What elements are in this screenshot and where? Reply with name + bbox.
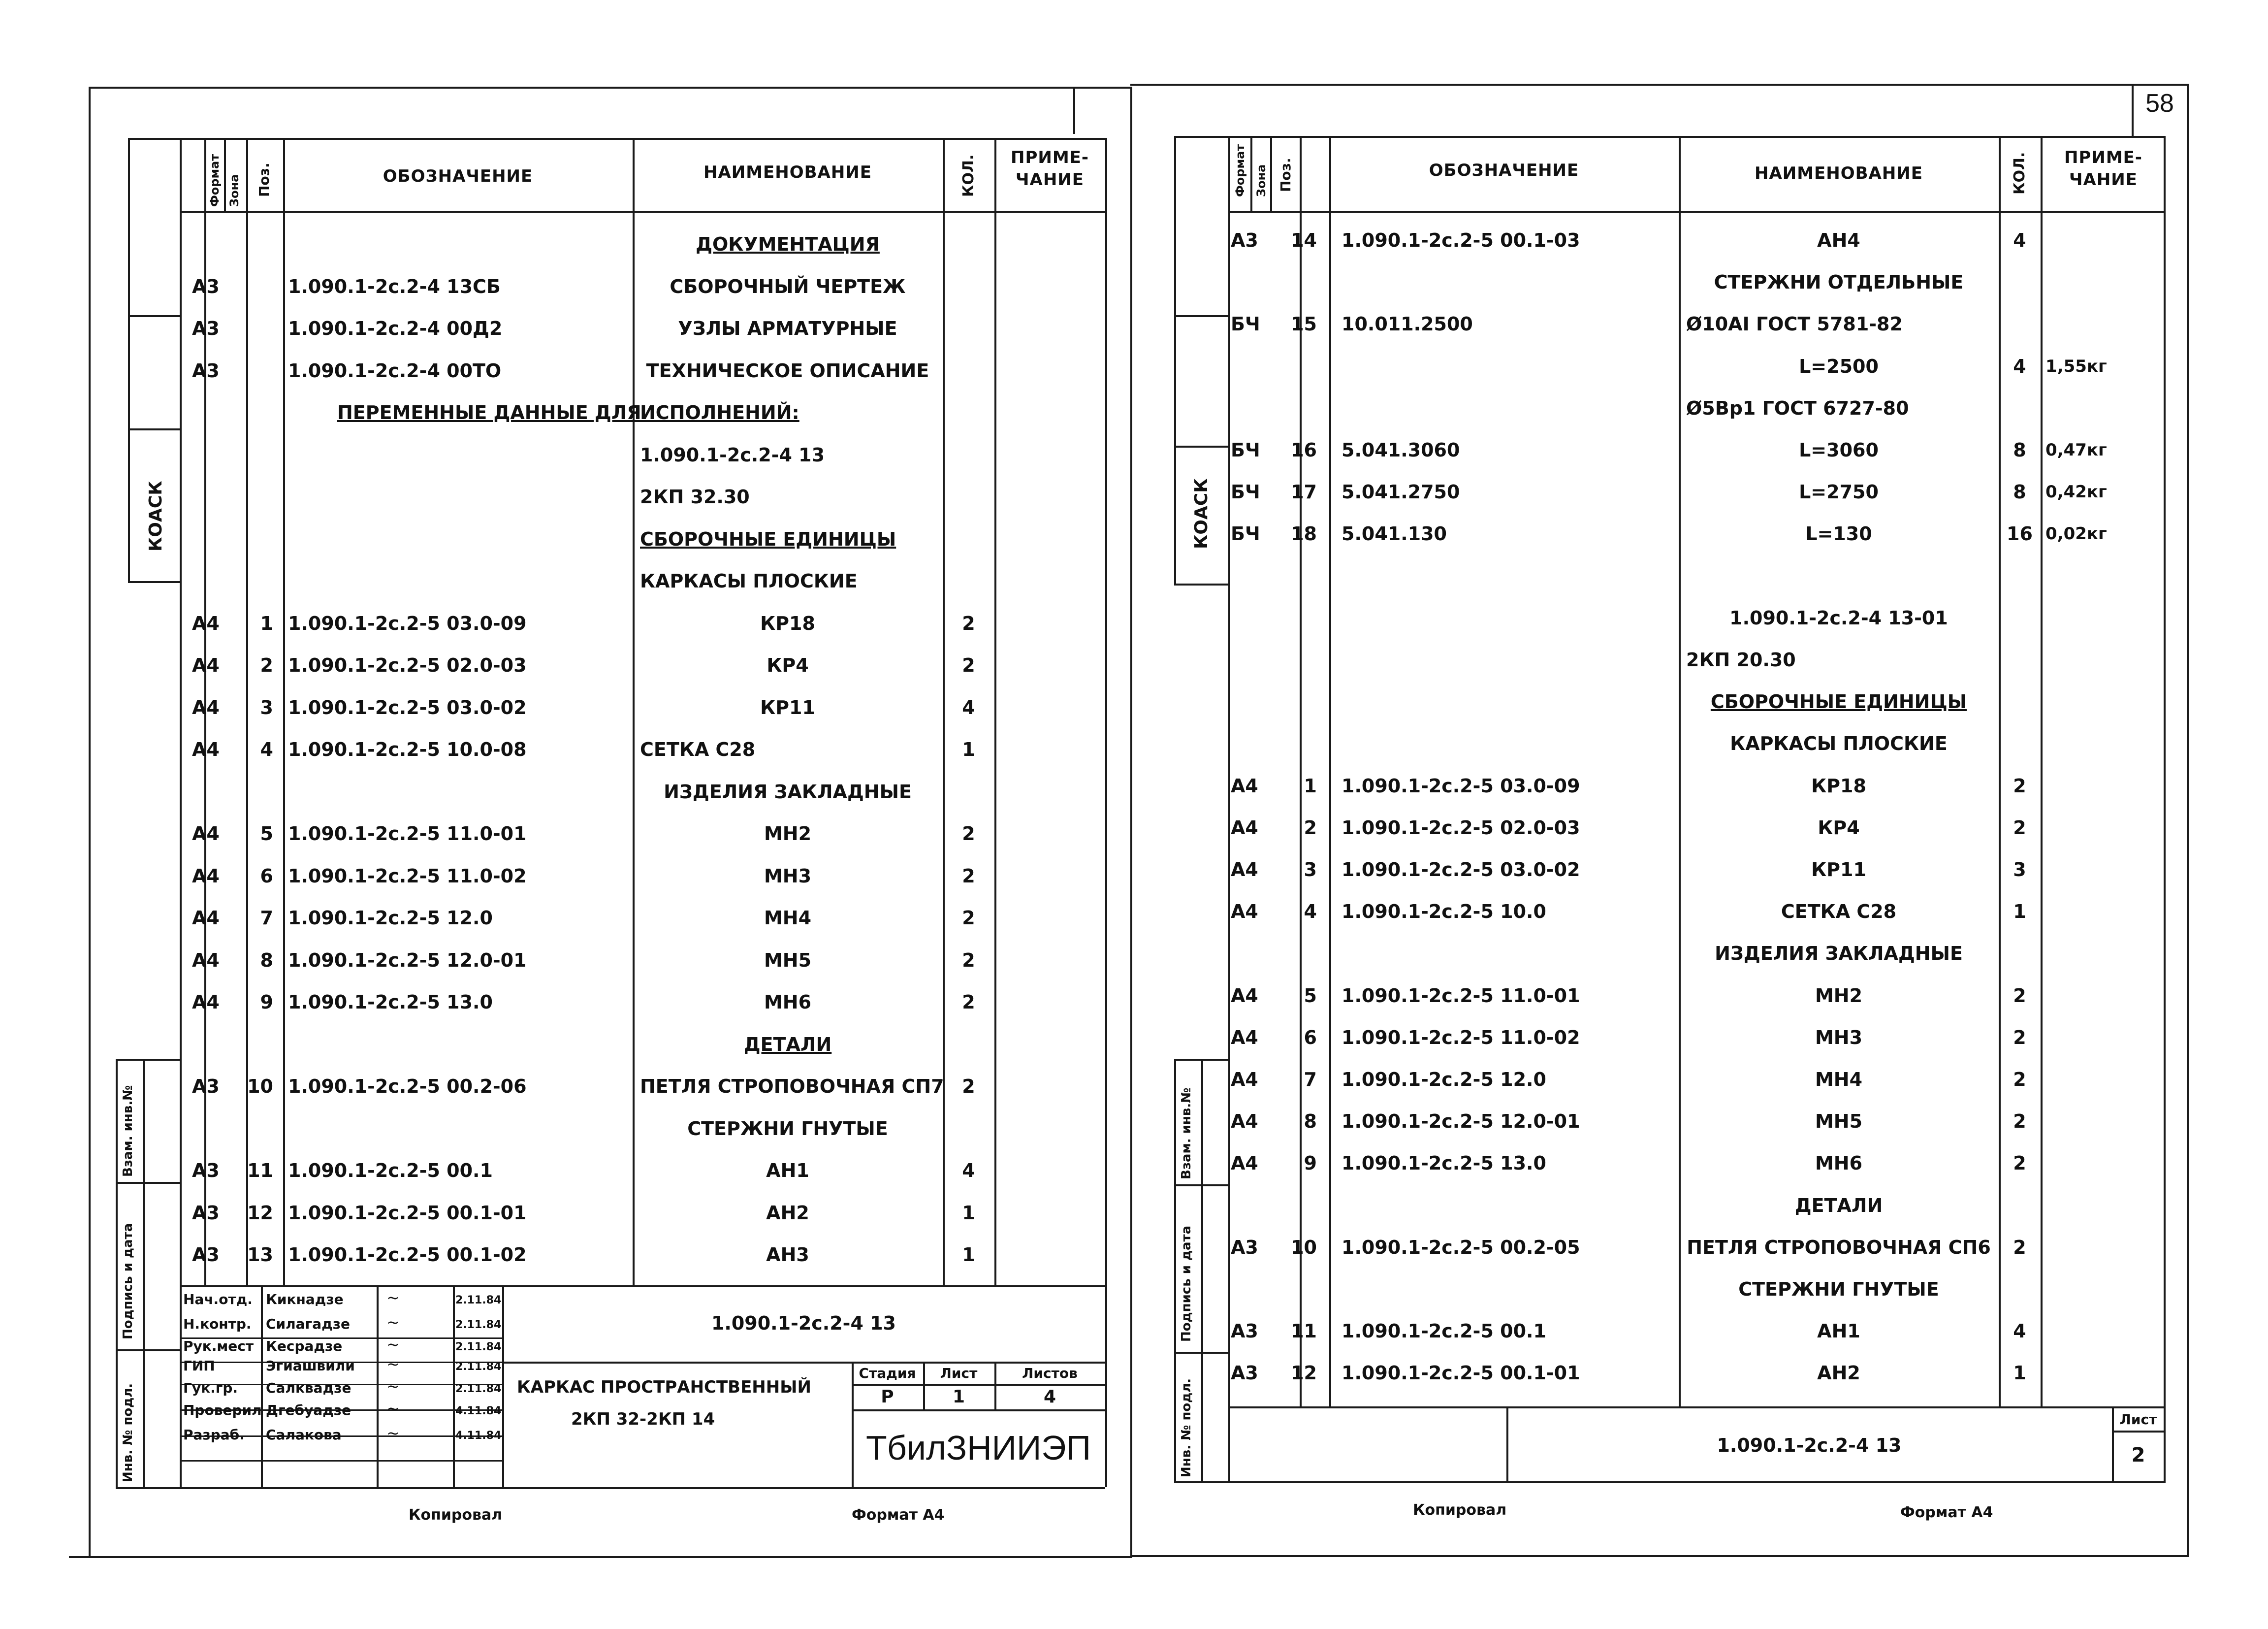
spec-q: 2: [962, 907, 975, 929]
r-tb-sheet-label: Лист: [2119, 1411, 2157, 1428]
spec-d: 5.041.130: [1342, 523, 1447, 545]
r-header-pos: Поз.: [1278, 158, 1294, 192]
spec-n: СБОРОЧНЫЙ ЧЕРТЕЖ: [670, 275, 906, 297]
spec-q: 2: [962, 823, 975, 845]
tb-name: Кесрадзе: [266, 1338, 343, 1354]
spec-n: СТЕРЖНИ ОТДЕЛЬНЫЕ: [1714, 271, 1964, 293]
tb-date: 4.11.84: [455, 1430, 502, 1442]
tb-name: Салквадзе: [266, 1380, 351, 1396]
spec-p: 18: [1291, 523, 1317, 545]
spec-n: СЕТКА С28: [1781, 901, 1897, 923]
spec-d: 1.090.1-2с.2-5 12.0: [1342, 1069, 1546, 1090]
spec-q: 4: [962, 1160, 975, 1181]
spec-n: ДЕТАЛИ: [743, 1033, 832, 1055]
spec-d: 1.090.1-2с.2-5 00.2-06: [288, 1075, 527, 1097]
spec-f: А4: [1231, 859, 1258, 880]
spec-n: 1.090.1-2с.2-4 13: [640, 444, 825, 466]
tb-role: Нач.отд.: [183, 1291, 253, 1307]
spec-p: 8: [260, 949, 273, 971]
spec-q: 2: [2013, 1236, 2026, 1258]
footer-format: Формат А4: [852, 1506, 945, 1524]
r-header-name: НАИМЕНОВАНИЕ: [1754, 163, 1923, 183]
tb-date: 2.11.84: [455, 1383, 502, 1395]
spec-f: А4: [1231, 901, 1258, 923]
spec-p: 13: [247, 1244, 273, 1266]
spec-f: А4: [192, 865, 220, 887]
spec-f: А3: [192, 318, 220, 339]
spec-f: А4: [192, 823, 220, 845]
spec-q: 1: [2013, 1362, 2026, 1384]
spec-d: 1.090.1-2с.2-5 03.0-09: [1342, 775, 1580, 797]
signature-mark: ~: [386, 1355, 400, 1373]
spec-d: 1.090.1-2с.2-5 13.0: [1342, 1152, 1546, 1174]
spec-q: 2: [2013, 1069, 2026, 1090]
spec-d: 1.090.1-2с.2-5 03.0-09: [288, 612, 527, 634]
spec-f: А3: [192, 275, 220, 297]
r-header-note-2: ЧАНИЕ: [2069, 170, 2138, 190]
spec-p: 10: [1291, 1236, 1317, 1258]
r-header-zone: Зона: [1254, 164, 1268, 197]
spec-n: Ø5Вр1 ГОСТ 6727-80: [1686, 397, 1909, 419]
spec-d: 1.090.1-2с.2-4 00Д2: [288, 318, 503, 339]
spec-p: 11: [1291, 1320, 1317, 1342]
spec-n: ТЕХНИЧЕСКОЕ ОПИСАНИЕ: [646, 359, 929, 382]
spec-q: 8: [2013, 481, 2026, 503]
spec-n: 2КП 32.30: [640, 486, 750, 508]
tb-role: Рук.мест: [183, 1338, 254, 1354]
spec-d: 1.090.1-2с.2-5 00.1-01: [288, 1202, 527, 1224]
tb-name: Кикнадзе: [266, 1291, 344, 1307]
spec-n: АН2: [1817, 1362, 1860, 1384]
spec-f: А3: [1231, 1236, 1258, 1258]
spec-d: ПЕРЕМЕННЫЕ ДАННЫЕ ДЛЯ: [337, 402, 641, 424]
tb-sheet: 1: [952, 1387, 965, 1407]
spec-p: 12: [1291, 1362, 1317, 1384]
spec-d: 10.011.2500: [1342, 313, 1473, 335]
spec-d: 1.090.1-2с.2-5 00.2-05: [1342, 1236, 1580, 1258]
spec-n: АН1: [766, 1160, 809, 1181]
spec-p: 12: [247, 1202, 273, 1224]
tb-date: 4.11.84: [455, 1405, 502, 1417]
stamp-inv-label: Инв. № подл.: [121, 1383, 135, 1482]
spec-d: 1.090.1-2с.2-5 00.1: [1342, 1320, 1546, 1342]
tb-date: 2.11.84: [455, 1361, 502, 1373]
signature-mark: ~: [386, 1424, 400, 1442]
stamp-replace-label: Взам. инв.№: [121, 1085, 135, 1177]
spec-p: 3: [260, 696, 273, 718]
spec-p: 3: [1304, 859, 1317, 880]
spec-n: 1.090.1-2с.2-4 13-01: [1729, 607, 1948, 629]
spec-n: СЕТКА С28: [640, 739, 756, 760]
tb-date: 2.11.84: [455, 1294, 502, 1306]
tb-title-1: КАРКАС ПРОСТРАНСТВЕННЫЙ: [517, 1377, 811, 1397]
spec-n: КР4: [1818, 816, 1860, 839]
spec-p: 1: [1304, 775, 1317, 797]
spec-f: А4: [192, 949, 220, 971]
tb-role: ГИП: [183, 1358, 215, 1374]
spec-d: 1.090.1-2с.2-5 12.0-01: [1342, 1110, 1580, 1133]
spec-f: А4: [1231, 1152, 1258, 1174]
page-number: 58: [2145, 89, 2174, 118]
spec-f: А4: [1231, 1026, 1258, 1048]
spec-f: А4: [1231, 816, 1258, 839]
spec-p: 2: [260, 654, 273, 676]
spec-n: ДОКУМЕНТАЦИЯ: [696, 233, 880, 255]
header-pos: Поз.: [256, 163, 272, 197]
spec-d: 5.041.2750: [1342, 481, 1460, 503]
spec-n: КАРКАСЫ ПЛОСКИЕ: [1730, 733, 1948, 755]
spec-p: 9: [260, 991, 273, 1013]
spec-d: 1.090.1-2с.2-5 10.0: [1342, 901, 1546, 923]
spec-q: 2: [2013, 984, 2026, 1007]
spec-q: 1: [962, 739, 975, 760]
spec-q: 2: [2013, 1152, 2026, 1174]
spec-n: МН2: [764, 823, 812, 845]
spec-n: КР11: [1811, 859, 1866, 880]
spec-q: 2: [962, 949, 975, 971]
spec-n: L=3060: [1799, 439, 1879, 461]
spec-d: 1.090.1-2с.2-5 11.0-01: [1342, 984, 1580, 1007]
tb-name: Силагадзе: [266, 1316, 350, 1332]
r-header-qty: КОЛ.: [2011, 152, 2028, 195]
tb-role: Разраб.: [183, 1427, 245, 1443]
signature-mark: ~: [386, 1399, 400, 1418]
spec-q: 2: [962, 865, 975, 887]
spec-n: ПЕТЛЯ СТРОПОВОЧНАЯ СП6: [1687, 1236, 1991, 1258]
spec-f: А4: [1231, 775, 1258, 797]
spec-d: 1.090.1-2с.2-5 10.0-08: [288, 739, 527, 760]
spec-d: 1.090.1-2с.2-5 00.1-02: [288, 1244, 527, 1266]
spec-p: 16: [1291, 439, 1317, 461]
spec-n: МН6: [764, 991, 812, 1013]
spec-d: 1.090.1-2с.2-4 00ТО: [288, 359, 502, 382]
spec-p: 6: [1304, 1026, 1317, 1048]
r-tb-doc-code: 1.090.1-2с.2-4 13: [1717, 1434, 1902, 1456]
spec-f: А3: [192, 1075, 220, 1097]
right-stamp-inv-label: Инв. № подл.: [1179, 1378, 1194, 1477]
tb-sheets-label: Листов: [1022, 1365, 1078, 1381]
spec-n: МН5: [1815, 1110, 1863, 1133]
tb-sheets: 4: [1043, 1387, 1056, 1407]
tb-stage-label: Стадия: [859, 1365, 916, 1381]
spec-f: А3: [192, 1160, 220, 1181]
spec-n: АН2: [766, 1202, 809, 1224]
spec-q: 1: [962, 1202, 975, 1224]
r-tb-sheet: 2: [2131, 1444, 2145, 1466]
tb-role: Н.контр.: [183, 1316, 252, 1332]
spec-n: МН3: [764, 865, 812, 887]
spec-p: 15: [1291, 313, 1317, 335]
spec-n: ИЗДЕЛИЯ ЗАКЛАДНЫЕ: [1715, 943, 1963, 965]
spec-n: МН4: [1815, 1069, 1863, 1090]
spec-d: 1.090.1-2с.2-5 11.0-02: [1342, 1026, 1580, 1048]
spec-n: L=130: [1805, 523, 1872, 545]
spec-p: 7: [1304, 1069, 1317, 1090]
tb-name: Эгиашвили: [266, 1358, 355, 1374]
spec-n: АН3: [766, 1244, 809, 1266]
spec-f: А4: [192, 612, 220, 634]
spec-d: 1.090.1-2с.2-5 13.0: [288, 991, 493, 1013]
spec-n: КР4: [767, 654, 809, 676]
spec-f: А4: [1231, 1110, 1258, 1133]
tb-org: ТбилЗНИИЭП: [866, 1429, 1091, 1467]
right-stamp-sign-label: Подпись и дата: [1179, 1225, 1194, 1342]
spec-q: 8: [2013, 439, 2026, 461]
tb-role: Проверил: [183, 1402, 262, 1418]
spec-f: БЧ: [1231, 439, 1260, 461]
spec-p: 10: [247, 1075, 273, 1097]
spec-n: МН3: [1815, 1026, 1863, 1048]
spec-f: А4: [192, 654, 220, 676]
spec-d: 1.090.1-2с.2-5 02.0-03: [288, 654, 527, 676]
spec-m: 1,55кг: [2045, 356, 2107, 376]
spec-f: А3: [1231, 1320, 1258, 1342]
spec-d: 1.090.1-2с.2-5 03.0-02: [1342, 859, 1580, 880]
signature-mark: ~: [386, 1335, 400, 1354]
spec-p: 5: [260, 823, 273, 845]
tb-doc-code: 1.090.1-2с.2-4 13: [711, 1312, 896, 1334]
spec-f: БЧ: [1231, 481, 1260, 503]
spec-f: А3: [192, 1202, 220, 1224]
spec-p: 4: [1304, 901, 1317, 923]
spec-d: 1.090.1-2с.2-4 13СБ: [288, 275, 501, 297]
signature-mark: ~: [386, 1377, 400, 1396]
spec-f: БЧ: [1231, 313, 1260, 335]
spec-n: МН5: [764, 949, 812, 971]
signature-mark: ~: [386, 1313, 400, 1332]
spec-f: А4: [1231, 984, 1258, 1007]
tb-title-2: 2КП 32-2КП 14: [571, 1409, 715, 1429]
spec-p: 11: [247, 1160, 273, 1181]
spec-d: 5.041.3060: [1342, 439, 1460, 461]
spec-q: 4: [2013, 1320, 2026, 1342]
header-note-2: ЧАНИЕ: [1016, 170, 1084, 190]
spec-d: 1.090.1-2с.2-5 12.0-01: [288, 949, 527, 971]
spec-m: 0,02кг: [2045, 524, 2107, 544]
spec-f: А4: [1231, 1069, 1258, 1090]
r-footer-format: Формат А4: [1900, 1504, 1993, 1521]
spec-q: 1: [962, 1244, 975, 1266]
spec-p: 14: [1291, 229, 1317, 251]
spec-q: 3: [2013, 859, 2026, 880]
tb-role: Гук.гр.: [183, 1380, 238, 1396]
spec-f: БЧ: [1231, 523, 1260, 545]
spec-q: 4: [2013, 229, 2026, 251]
stamp-sign-label: Подпись и дата: [121, 1223, 135, 1339]
spec-p: 7: [260, 907, 273, 929]
spec-n: КАРКАСЫ ПЛОСКИЕ: [640, 570, 858, 592]
r-header-designation: ОБОЗНАЧЕНИЕ: [1429, 161, 1579, 180]
spec-d: 1.090.1-2с.2-5 11.0-01: [288, 823, 527, 845]
spec-n: КР18: [760, 612, 815, 634]
signature-mark: ~: [386, 1288, 400, 1307]
spec-n: СТЕРЖНИ ГНУТЫЕ: [1738, 1278, 1939, 1300]
header-note-1: ПРИМЕ-: [1011, 148, 1089, 167]
spec-m: 0,47кг: [2045, 440, 2107, 460]
spec-n: Ø10АI ГОСТ 5781-82: [1686, 313, 1903, 335]
spec-n: СБОРОЧНЫЕ ЕДИНИЦЫ: [1710, 691, 1967, 713]
side-label: КОАСК: [146, 481, 166, 552]
spec-f: А4: [192, 696, 220, 718]
spec-p: 6: [260, 865, 273, 887]
spec-n: МН6: [1815, 1152, 1863, 1174]
tb-name: Дгебуадзе: [266, 1402, 351, 1418]
spec-p: 1: [260, 612, 273, 634]
spec-d: 1.090.1-2с.2-5 03.0-02: [288, 696, 527, 718]
spec-n: ИЗДЕЛИЯ ЗАКЛАДНЫЕ: [664, 781, 912, 803]
spec-q: 2: [2013, 816, 2026, 839]
spec-n: СБОРОЧНЫЕ ЕДИНИЦЫ: [640, 528, 896, 550]
spec-m: 0,42кг: [2045, 482, 2107, 502]
right-stamp-replace-label: Взам. инв.№: [1179, 1087, 1194, 1179]
spec-n: КР11: [760, 696, 815, 718]
r-header-format: Формат: [1233, 144, 1247, 197]
spec-f: А3: [1231, 229, 1258, 251]
header-zone: Зона: [227, 174, 241, 207]
spec-p: 2: [1304, 816, 1317, 839]
spec-p: 9: [1304, 1152, 1317, 1174]
spec-n: L=2500: [1799, 355, 1879, 377]
spec-q: 2: [962, 654, 975, 676]
tb-date: 2.11.84: [455, 1341, 502, 1353]
tb-stage: Р: [881, 1387, 894, 1407]
spec-d: 1.090.1-2с.2-5 11.0-02: [288, 865, 527, 887]
header-name: НАИМЕНОВАНИЕ: [703, 163, 872, 182]
spec-n: МН2: [1815, 984, 1863, 1007]
spec-n: 2КП 20.30: [1686, 649, 1796, 671]
spec-n: АН1: [1817, 1320, 1860, 1342]
spec-q: 4: [2013, 355, 2026, 377]
spec-q: 2: [2013, 1110, 2026, 1133]
spec-d: 1.090.1-2с.2-5 00.1: [288, 1160, 493, 1181]
spec-q: 1: [2013, 901, 2026, 923]
header-designation: ОБОЗНАЧЕНИЕ: [383, 166, 533, 186]
right-side-label: КОАСК: [1191, 478, 1212, 549]
footer-copied: Копировал: [409, 1506, 503, 1524]
spec-d: 1.090.1-2с.2-5 12.0: [288, 907, 493, 929]
r-header-note-1: ПРИМЕ-: [2064, 148, 2142, 167]
spec-n: ПЕТЛЯ СТРОПОВОЧНАЯ СП7: [640, 1075, 944, 1097]
header-qty: КОЛ.: [960, 154, 977, 197]
spec-f: А3: [1231, 1362, 1258, 1384]
spec-q: 4: [962, 696, 975, 718]
spec-n: СТЕРЖНИ ГНУТЫЕ: [687, 1117, 888, 1140]
spec-q: 2: [2013, 1026, 2026, 1048]
spec-n: КР18: [1811, 775, 1866, 797]
spec-n: МН4: [764, 907, 812, 929]
header-format: Формат: [208, 154, 222, 207]
spec-n: ИСПОЛНЕНИЙ:: [640, 402, 799, 424]
spec-f: А4: [192, 991, 220, 1013]
tb-name: Салакова: [266, 1427, 342, 1443]
spec-n: УЗЛЫ АРМАТУРНЫЕ: [678, 318, 897, 339]
spec-p: 17: [1291, 481, 1317, 503]
spec-p: 5: [1304, 984, 1317, 1007]
spec-d: 1.090.1-2с.2-5 00.1-01: [1342, 1362, 1580, 1384]
spec-f: А4: [192, 739, 220, 760]
spec-n: АН4: [1817, 229, 1860, 251]
spec-q: 2: [962, 612, 975, 634]
spec-p: 8: [1304, 1110, 1317, 1133]
spec-q: 16: [2007, 523, 2033, 545]
spec-q: 2: [962, 991, 975, 1013]
spec-q: 2: [962, 1075, 975, 1097]
r-footer-copied: Копировал: [1413, 1501, 1507, 1519]
spec-f: А3: [192, 1244, 220, 1266]
spec-f: А4: [192, 907, 220, 929]
spec-n: L=2750: [1799, 481, 1879, 503]
spec-d: 1.090.1-2с.2-5 02.0-03: [1342, 816, 1580, 839]
spec-f: А3: [192, 359, 220, 382]
tb-date: 2.11.84: [455, 1319, 502, 1331]
spec-p: 4: [260, 739, 273, 760]
tb-sheet-label: Лист: [940, 1365, 978, 1381]
spec-q: 2: [2013, 775, 2026, 797]
spec-n: ДЕТАЛИ: [1794, 1194, 1883, 1216]
spec-d: 1.090.1-2с.2-5 00.1-03: [1342, 229, 1580, 251]
